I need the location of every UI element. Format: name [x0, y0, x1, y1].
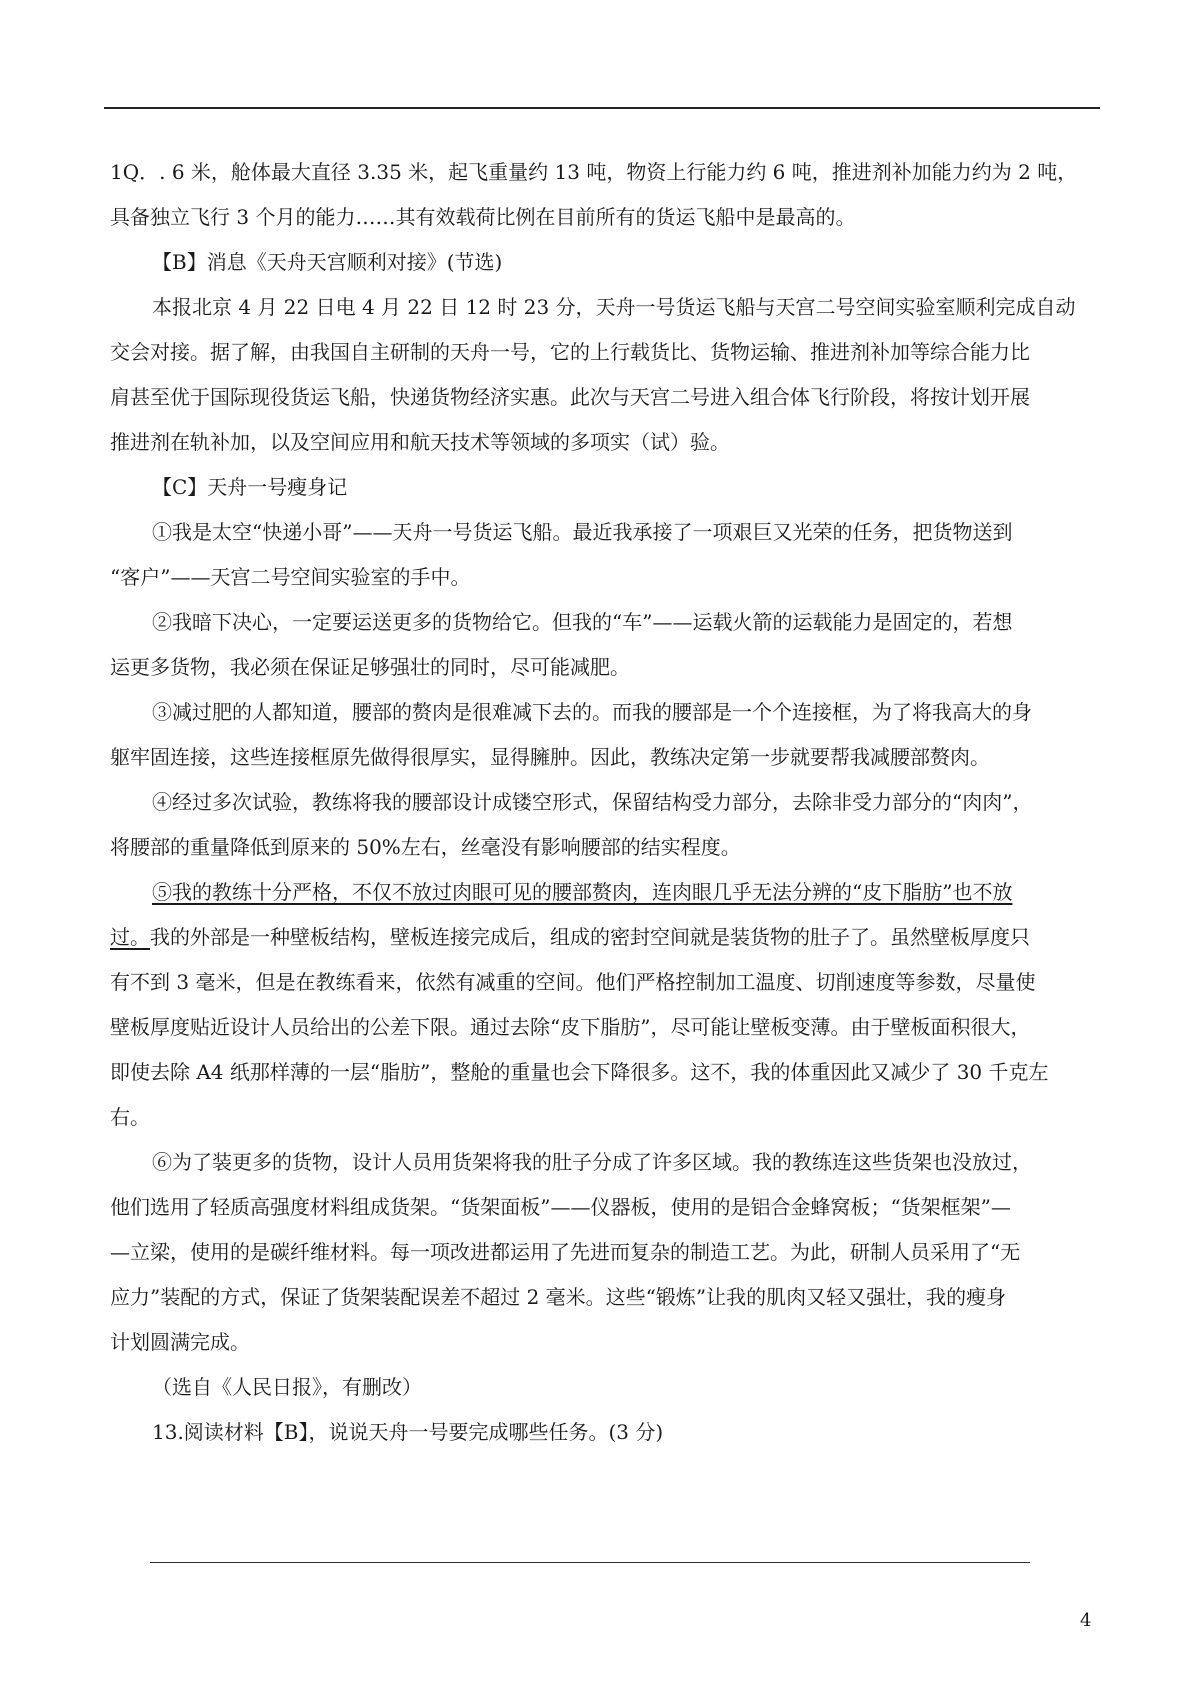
paragraph-6-line-2: 他们选用了轻质高强度材料组成货架。“货架面板”——仪器板，使用的是铝合金蜂窝板；“货架框架”— — [110, 1195, 1011, 1219]
section-b-heading: 【B】消息《天舟天宫顺利对接》(节选) — [152, 250, 503, 274]
paragraph-5-line-2 — [110, 915, 1098, 960]
paragraph-5-line-6: 右。 — [110, 1105, 150, 1129]
section-c-heading: 【C】天舟一号瘦身记 — [152, 475, 348, 499]
paragraph-2-line-1: ②我暗下决心，一定要运送更多的货物给它。但我的“车”——运载火箭的运载能力是固定的，若想 — [152, 610, 1013, 634]
answer-line[interactable] — [150, 1562, 1030, 1563]
paragraph-1-line-2: “客户”——天宫二号空间实验室的手中。 — [110, 565, 471, 589]
paragraph-3-line-2: 躯牢固连接，这些连接框原先做得很厚实，显得臃肿。因此，教练决定第一步就要帮我减腰部赘肉。 — [110, 745, 990, 769]
paragraph-5-line-3: 有不到 3 毫米，但是在教练看来，依然有减重的空间。他们严格控制加工温度、切削速度等参数，尽量使 — [110, 970, 1036, 994]
paragraph-6-line-3: —立梁，使用的是碳纤维材料。每一项改进都运用了先进而复杂的制造工艺。为此，研制人员采用了“无 — [110, 1240, 1021, 1264]
underlined-sentence-part-1: ⑤我的教练十分严格，不仅不放过肉眼可见的腰部赘肉，连肉眼几乎无法分辨的“皮下脂肪”也不放 — [152, 880, 1013, 904]
paragraph-6-line-5: 计划圆满完成。 — [110, 1330, 250, 1354]
paragraph-5-line-5: 即使去除 A4 纸那样薄的一层“脂肪”，整舱的重量也会下降很多。这不，我的体重因此又减少了 30 千克左 — [110, 1060, 1049, 1084]
underlined-sentence-part-2: 过。 — [110, 925, 150, 949]
document-body — [110, 150, 1098, 1455]
header-rule — [104, 107, 1100, 109]
paragraph-6-line-1: ⑥为了装更多的货物，设计人员用货架将我的肚子分成了许多区域。我的教练连这些货架也没放过， — [152, 1150, 1032, 1174]
source-citation: （选自《人民日报》，有删改） — [152, 1375, 422, 1399]
paragraph-6-line-4: 应力”装配的方式，保证了货架装配误差不超过 2 毫米。这些“锻炼”让我的肌肉又轻又强壮，我的瘦身 — [110, 1285, 1007, 1309]
section-b-line-4: 推进剂在轨补加，以及空间应用和航天技术等领域的多项实（试）验。 — [110, 430, 730, 454]
section-b-line-1: 本报北京 4 月 22 日电 4 月 22 日 12 时 23 分，天舟一号货运飞船与天宫二号空间实验室顺利完成自动 — [152, 295, 1076, 319]
section-b-line-2: 交会对接。据了解，由我国自主研制的天舟一号，它的上行载货比、货物运输、推进剂补加等综合能力比 — [110, 340, 1030, 364]
paragraph-4-line-1: ④经过多次试验，教练将我的腰部设计成镂空形式，保留结构受力部分，去除非受力部分的“肉肉”， — [152, 790, 1033, 814]
question-13: 13.阅读材料【B】，说说天舟一号要完成哪些任务。(3 分) — [152, 1420, 664, 1444]
paragraph-3-line-1: ③减过肥的人都知道，腰部的赘肉是很难减下去的。而我的腰部是一个个连接框，为了将我高大的身 — [152, 700, 1032, 724]
page-number: 4 — [1080, 1610, 1092, 1631]
paragraph-4-line-2: 将腰部的重量降低到原来的 50%左右，丝毫没有影响腰部的结实程度。 — [110, 835, 741, 859]
paragraph-2-line-2: 运更多货物，我必须在保证足够强壮的同时，尽可能减肥。 — [110, 655, 630, 679]
intro-line-1: 1Q．. 6 米，舱体最大直径 3.35 米，起飞重量约 13 吨，物资上行能力约 6 吨，推进剂补加能力约为 2 吨， — [110, 160, 1078, 184]
paragraph-1-line-1: ①我是太空“快递小哥”——天舟一号货运飞船。最近我承接了一项艰巨又光荣的任务，把货物送到 — [152, 520, 1013, 544]
intro-line-2: 具备独立飞行 3 个月的能力……其有效载荷比例在目前所有的货运飞船中是最高的。 — [110, 205, 856, 229]
paragraph-5-line-4: 壁板厚度贴近设计人员给出的公差下限。通过去除“皮下脂肪”，尽可能让壁板变薄。由于壁板面积很大， — [110, 1015, 1031, 1039]
paragraph-5-line-1 — [110, 870, 1098, 915]
paragraph-5-line-2-rest: 我的外部是一种壁板结构，壁板连接完成后，组成的密封空间就是装货物的肚子了。虽然壁板厚度只 — [150, 925, 1030, 949]
section-b-line-3: 肩甚至优于国际现役货运飞船，快递货物经济实惠。此次与天宫二号进入组合体飞行阶段，将按计划开展 — [110, 385, 1030, 409]
